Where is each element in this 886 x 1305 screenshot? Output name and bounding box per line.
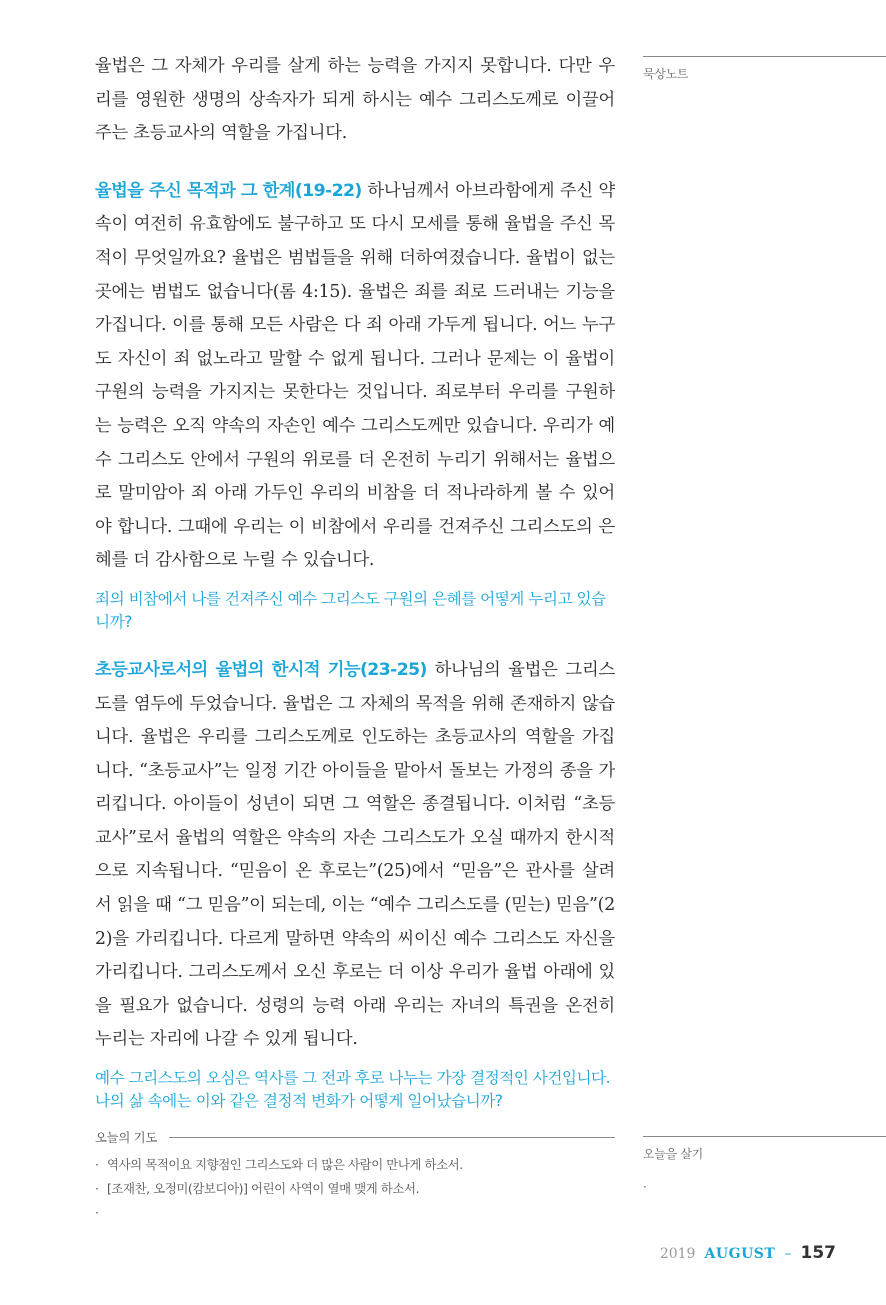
prayer-bullet: ·: [95, 1205, 99, 1220]
footer-year: 2019: [659, 1246, 696, 1262]
section-2-question: 예수 그리스도의 오심은 역사를 그 전과 후로 나누는 가장 결정적인 사건입니다. 나의 삶 속에는 이와 같은 결정적 변화가 어떻게 일어났습니까?: [95, 1069, 611, 1111]
section-1-question: 죄의 비참에서 나를 건져주신 예수 그리스도 구원의 은혜를 어떻게 누리고 있습니까?: [95, 589, 606, 631]
intro-paragraph: 율법은 그 자체가 우리를 살게 하는 능력을 가지지 못합니다. 다만 우리를 영원한 생명의 상속자가 되게 하시는 예수 그리스도께로 이끌어 주는 초등교사의 역할을 가집니다.: [95, 56, 615, 144]
section-1-paragraph: [95, 175, 615, 578]
meditation-note-label: 묵상노트: [643, 67, 689, 81]
section-2-heading: 초등교사로서의 율법의 한시적 기능(23-25): [95, 659, 427, 680]
prayer-divider: [169, 1137, 615, 1138]
prayer-bullet: ·: [95, 1181, 99, 1196]
section-2-body: 하나님의 율법은 그리스도를 염두에 두었습니다. 율법은 그 자체의 목적을 위해 존재하지 않습니다. 율법은 우리를 그리스도께로 인도하는 초등교사의 역할을 가집니다. “초등교사”는 일정 기간 아이들을 맡아서 돌보는 가정의 종을 가리킵니다. 아이들이 성년이 되면 그 역할은 종결됩니다. 이처럼 “초등교사”로서 율법의 역할은 약속의 자손 그리스도가 오실 때까지 한시적으로 지속됩니다. “믿음이 온 후로는”(25)에서 “믿음”은 관사를 살려서 읽을 때 “그 믿음”이 되는데, 이는 “예수 그리스도를 (믿는) 믿음”(22)을 가리킵니다. 다르게 말하면 약속의 씨이신 예수 그리스도 자신을 가리킵니다. 그리스도께서 오신 후로는 더 이상 우리가 율법 아래에 있을 필요가 없습니다. 성령의 능력 아래 우리는 자녀의 특권을 온전히 누리는 자리에 나갈 수 있게 됩니다.: [95, 659, 615, 1050]
spacer: [95, 634, 615, 654]
prayer-section: [95, 1127, 615, 1225]
page-footer: [660, 1240, 836, 1266]
section-2-paragraph: [95, 654, 615, 1057]
section-1-body: 하나님께서 아브라함에게 주신 약속이 여전히 유효함에도 불구하고 또 다시 모세를 통해 율법을 주신 목적이 무엇일까요? 율법은 범법들을 위해 더하여졌습니다. 율법이 없는 곳에는 범법도 없습니다(롬 4:15). 율법은 죄를 죄로 드러내는 기능을 가집니다. 이를 통해 모든 사람은 다 죄 아래 가두게 됩니다. 어느 누구도 자신이 죄 없노라고 말할 수 없게 됩니다. 그러나 문제는 이 율법이 구원의 능력을 가지지는 못한다는 것입니다. 죄로부터 우리를 구원하는 능력은 오직 약속의 자손인 예수 그리스도께만 있습니다. 우리가 예수 그리스도 안에서 구원의 위로를 더 온전히 누리기 위해서는 율법으로 말미암아 죄 아래 가두인 우리의 비참을 더 적나라하게 볼 수 있어야 합니다. 그때에 우리는 이 비참에서 우리를 건져주신 그리스도의 은혜를 더 감사함으로 누릴 수 있습니다.: [95, 180, 615, 571]
main-column: [95, 50, 615, 1113]
prayer-item: [95, 1153, 615, 1177]
prayer-header: [95, 1127, 615, 1147]
prayer-title: 오늘의 기도: [95, 1130, 157, 1145]
footer-month: AUGUST: [704, 1246, 776, 1262]
today-living-bullet: ·: [643, 1180, 647, 1194]
prayer-item: [95, 1201, 615, 1225]
prayer-item: [95, 1177, 615, 1201]
prayer-bullet: ·: [95, 1157, 99, 1172]
spacer: [95, 151, 615, 175]
prayer-text: 역사의 목적이요 지향점인 그리스도와 더 많은 사람이 만나게 하소서.: [107, 1157, 463, 1172]
today-living-label: 오늘을 살기: [643, 1147, 703, 1161]
footer-separator: –: [784, 1246, 792, 1262]
page-number: 157: [800, 1243, 836, 1263]
today-living-panel: [643, 1136, 886, 1194]
section-1-heading: 율법을 주신 목적과 그 한계(19-22): [95, 180, 362, 201]
meditation-note-panel: [643, 56, 886, 82]
prayer-text: [조재찬, 오정미(캄보디아)] 어린이 사역이 열매 맺게 하소서.: [107, 1181, 420, 1196]
prayer-list: [95, 1153, 615, 1225]
